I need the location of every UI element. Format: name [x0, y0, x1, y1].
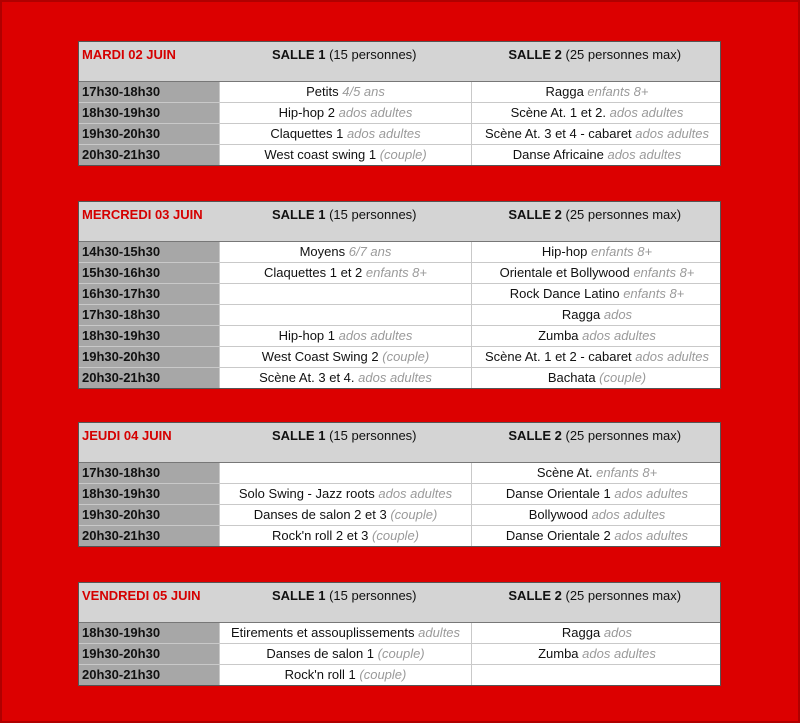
course-name: Ragga — [561, 307, 601, 322]
course-audience: ados — [603, 625, 633, 640]
time-slot: 17h30-18h30 — [79, 305, 219, 325]
time-slot: 17h30-18h30 — [79, 463, 219, 483]
salle1-course — [219, 463, 471, 483]
table-row — [79, 463, 720, 483]
course-name: Scène At. 1 et 2 - cabaret — [484, 349, 632, 364]
salle1-capacity: (15 personnes) — [329, 588, 417, 603]
salle1-course — [219, 623, 471, 643]
course-audience: ados adultes — [635, 349, 710, 364]
time-slot: 20h30-21h30 — [79, 526, 219, 546]
course-audience: (couple) — [599, 370, 647, 385]
salle2-course — [471, 623, 722, 643]
salle2-course — [471, 242, 722, 262]
salle1-label: SALLE 1 — [271, 207, 326, 222]
course-name: Zumba — [538, 328, 579, 343]
time-slot: 17h30-18h30 — [79, 82, 219, 102]
salle1-course — [219, 305, 471, 325]
course-audience: (couple) — [379, 147, 427, 162]
course-name: Moyens — [299, 244, 346, 259]
time-slot: 19h30-20h30 — [79, 505, 219, 525]
course-audience: ados adultes — [358, 370, 432, 385]
time-slot: 20h30-21h30 — [79, 665, 219, 685]
table-row — [79, 144, 720, 165]
course-audience: ados adultes — [614, 486, 689, 501]
salle1-header — [219, 423, 470, 462]
course-name: Solo Swing - Jazz roots — [238, 486, 375, 501]
day-title: MERCREDI 03 JUIN — [82, 207, 203, 222]
day-schedule-table — [78, 582, 721, 686]
salle1-capacity: (15 personnes) — [329, 428, 417, 443]
course-audience: ados — [603, 307, 633, 322]
course-name: Scène At. 3 et 4 - cabaret — [484, 126, 632, 141]
course-audience: enfants 8+ — [587, 84, 649, 99]
course-audience: (couple) — [377, 646, 425, 661]
salle2-course — [471, 526, 722, 546]
course-name: West Coast Swing 2 — [261, 349, 379, 364]
table-row — [79, 262, 720, 283]
salle1-header — [219, 583, 470, 622]
salle1-course — [219, 242, 471, 262]
course-name: Danses de salon 1 — [266, 646, 375, 661]
time-slot: 19h30-20h30 — [79, 347, 219, 367]
table-row — [79, 283, 720, 304]
salle2-header — [470, 42, 721, 81]
course-name: Petits — [306, 84, 339, 99]
table-row — [79, 102, 720, 123]
salle2-course — [471, 82, 722, 102]
day-title: VENDREDI 05 JUIN — [82, 588, 201, 603]
salle2-course — [471, 505, 722, 525]
salle2-label: SALLE 2 — [508, 588, 562, 603]
course-audience: ados adultes — [582, 328, 656, 343]
course-name: Ragga — [561, 625, 601, 640]
table-body — [79, 242, 720, 388]
table-row — [79, 483, 720, 504]
course-name: Claquettes 1 et 2 — [264, 265, 363, 280]
salle1-course — [219, 644, 471, 664]
course-name: Claquettes 1 — [270, 126, 344, 141]
salle2-course — [471, 305, 722, 325]
day-title: JEUDI 04 JUIN — [82, 428, 172, 443]
time-slot: 20h30-21h30 — [79, 145, 219, 165]
salle2-course — [471, 103, 722, 123]
course-audience: ados adultes — [338, 105, 413, 120]
course-name: Scène At. 1 et 2. — [510, 105, 607, 120]
time-slot: 18h30-19h30 — [79, 326, 219, 346]
salle1-label: SALLE 1 — [271, 428, 326, 443]
salle1-course — [219, 665, 471, 685]
course-audience: (couple) — [390, 507, 438, 522]
course-audience: enfants 8+ — [365, 265, 427, 280]
salle2-header — [470, 583, 721, 622]
table-header — [79, 583, 720, 623]
salle2-course — [471, 263, 722, 283]
course-name: Rock'n roll 2 et 3 — [271, 528, 369, 543]
course-name: Hip-hop 1 — [278, 328, 335, 343]
table-body — [79, 463, 720, 546]
table-row — [79, 304, 720, 325]
course-name: Danse Africaine — [512, 147, 604, 162]
salle2-capacity: (25 personnes max) — [565, 207, 682, 222]
salle1-course — [219, 526, 471, 546]
salle1-capacity: (15 personnes) — [329, 47, 417, 62]
course-audience: ados adultes — [635, 126, 710, 141]
salle1-course — [219, 347, 471, 367]
course-audience: ados adultes — [609, 105, 684, 120]
table-header — [79, 423, 720, 463]
table-row — [79, 82, 720, 102]
day-title: MARDI 02 JUIN — [82, 47, 176, 62]
table-row — [79, 525, 720, 546]
table-row — [79, 346, 720, 367]
course-name: Ragga — [545, 84, 584, 99]
day-schedule-table — [78, 201, 721, 389]
time-slot: 15h30-16h30 — [79, 263, 219, 283]
table-row — [79, 242, 720, 262]
course-audience: (couple) — [382, 349, 430, 364]
salle2-course — [471, 326, 722, 346]
course-audience: ados adultes — [614, 528, 689, 543]
salle2-course — [471, 284, 722, 304]
course-name: West coast swing 1 — [264, 147, 377, 162]
salle1-course — [219, 145, 471, 165]
course-audience: ados adultes — [607, 147, 682, 162]
course-audience: ados adultes — [378, 486, 453, 501]
table-body — [79, 82, 720, 165]
time-slot: 19h30-20h30 — [79, 124, 219, 144]
table-row — [79, 123, 720, 144]
salle2-course — [471, 368, 722, 388]
table-row — [79, 504, 720, 525]
salle1-course — [219, 326, 471, 346]
salle1-course — [219, 82, 471, 102]
salle1-header — [219, 202, 470, 241]
course-name: Bollywood — [528, 507, 588, 522]
salle2-course — [471, 145, 722, 165]
salle1-course — [219, 284, 471, 304]
salle2-course — [471, 644, 722, 664]
course-audience: enfants 8+ — [596, 465, 658, 480]
course-audience: (couple) — [359, 667, 407, 682]
salle1-header — [219, 42, 470, 81]
salle1-course — [219, 368, 471, 388]
salle1-label: SALLE 1 — [271, 47, 326, 62]
course-audience: (couple) — [372, 528, 419, 543]
course-audience: enfants 8+ — [623, 286, 685, 301]
salle2-header — [470, 202, 721, 241]
table-row — [79, 664, 720, 685]
salle1-course — [219, 103, 471, 123]
table-row — [79, 325, 720, 346]
salle1-course — [219, 505, 471, 525]
day-schedule-table — [78, 41, 721, 166]
salle2-course — [471, 347, 722, 367]
course-name: Zumba — [538, 646, 579, 661]
table-row — [79, 367, 720, 388]
time-slot: 14h30-15h30 — [79, 242, 219, 262]
course-audience: ados adultes — [346, 126, 421, 141]
table-row — [79, 643, 720, 664]
course-audience: 4/5 ans — [342, 84, 385, 99]
time-slot: 20h30-21h30 — [79, 368, 219, 388]
course-name: Hip-hop — [541, 244, 588, 259]
course-audience: 6/7 ans — [348, 244, 392, 259]
course-audience: enfants 8+ — [633, 265, 695, 280]
course-name: Bachata — [547, 370, 596, 385]
course-name: Scène At. 3 et 4. — [259, 370, 355, 385]
course-name: Hip-hop 2 — [278, 105, 335, 120]
course-name: Orientale et Bollywood — [499, 265, 630, 280]
salle2-course — [471, 665, 722, 685]
salle2-label: SALLE 2 — [508, 47, 562, 62]
table-header — [79, 202, 720, 242]
course-audience: ados adultes — [582, 646, 656, 661]
course-name: Etirements et assouplissements — [230, 625, 415, 640]
course-audience: ados adultes — [338, 328, 413, 343]
salle1-label: SALLE 1 — [271, 588, 326, 603]
salle1-course — [219, 263, 471, 283]
salle1-course — [219, 484, 471, 504]
salle2-label: SALLE 2 — [508, 207, 562, 222]
course-name: Scène At. — [536, 465, 593, 480]
time-slot: 18h30-19h30 — [79, 103, 219, 123]
salle1-course — [219, 124, 471, 144]
course-name: Rock Dance Latino — [509, 286, 620, 301]
salle2-course — [471, 484, 722, 504]
time-slot: 19h30-20h30 — [79, 644, 219, 664]
time-slot: 16h30-17h30 — [79, 284, 219, 304]
time-slot: 18h30-19h30 — [79, 623, 219, 643]
table-body — [79, 623, 720, 685]
salle2-course — [471, 463, 722, 483]
salle1-capacity: (15 personnes) — [329, 207, 417, 222]
day-schedule-table — [78, 422, 721, 547]
salle2-capacity: (25 personnes max) — [565, 47, 682, 62]
salle2-capacity: (25 personnes max) — [565, 588, 682, 603]
course-name: Danse Orientale 2 — [505, 528, 611, 543]
table-header — [79, 42, 720, 82]
table-row — [79, 623, 720, 643]
salle2-header — [470, 423, 721, 462]
salle2-label: SALLE 2 — [508, 428, 562, 443]
course-name: Danses de salon 2 et 3 — [253, 507, 387, 522]
course-audience: enfants 8+ — [591, 244, 653, 259]
course-name: Rock'n roll 1 — [284, 667, 356, 682]
salle2-capacity: (25 personnes max) — [565, 428, 682, 443]
course-name: Danse Orientale 1 — [505, 486, 611, 501]
salle2-course — [471, 124, 722, 144]
course-audience: ados adultes — [591, 507, 666, 522]
course-audience: adultes — [418, 625, 461, 640]
time-slot: 18h30-19h30 — [79, 484, 219, 504]
